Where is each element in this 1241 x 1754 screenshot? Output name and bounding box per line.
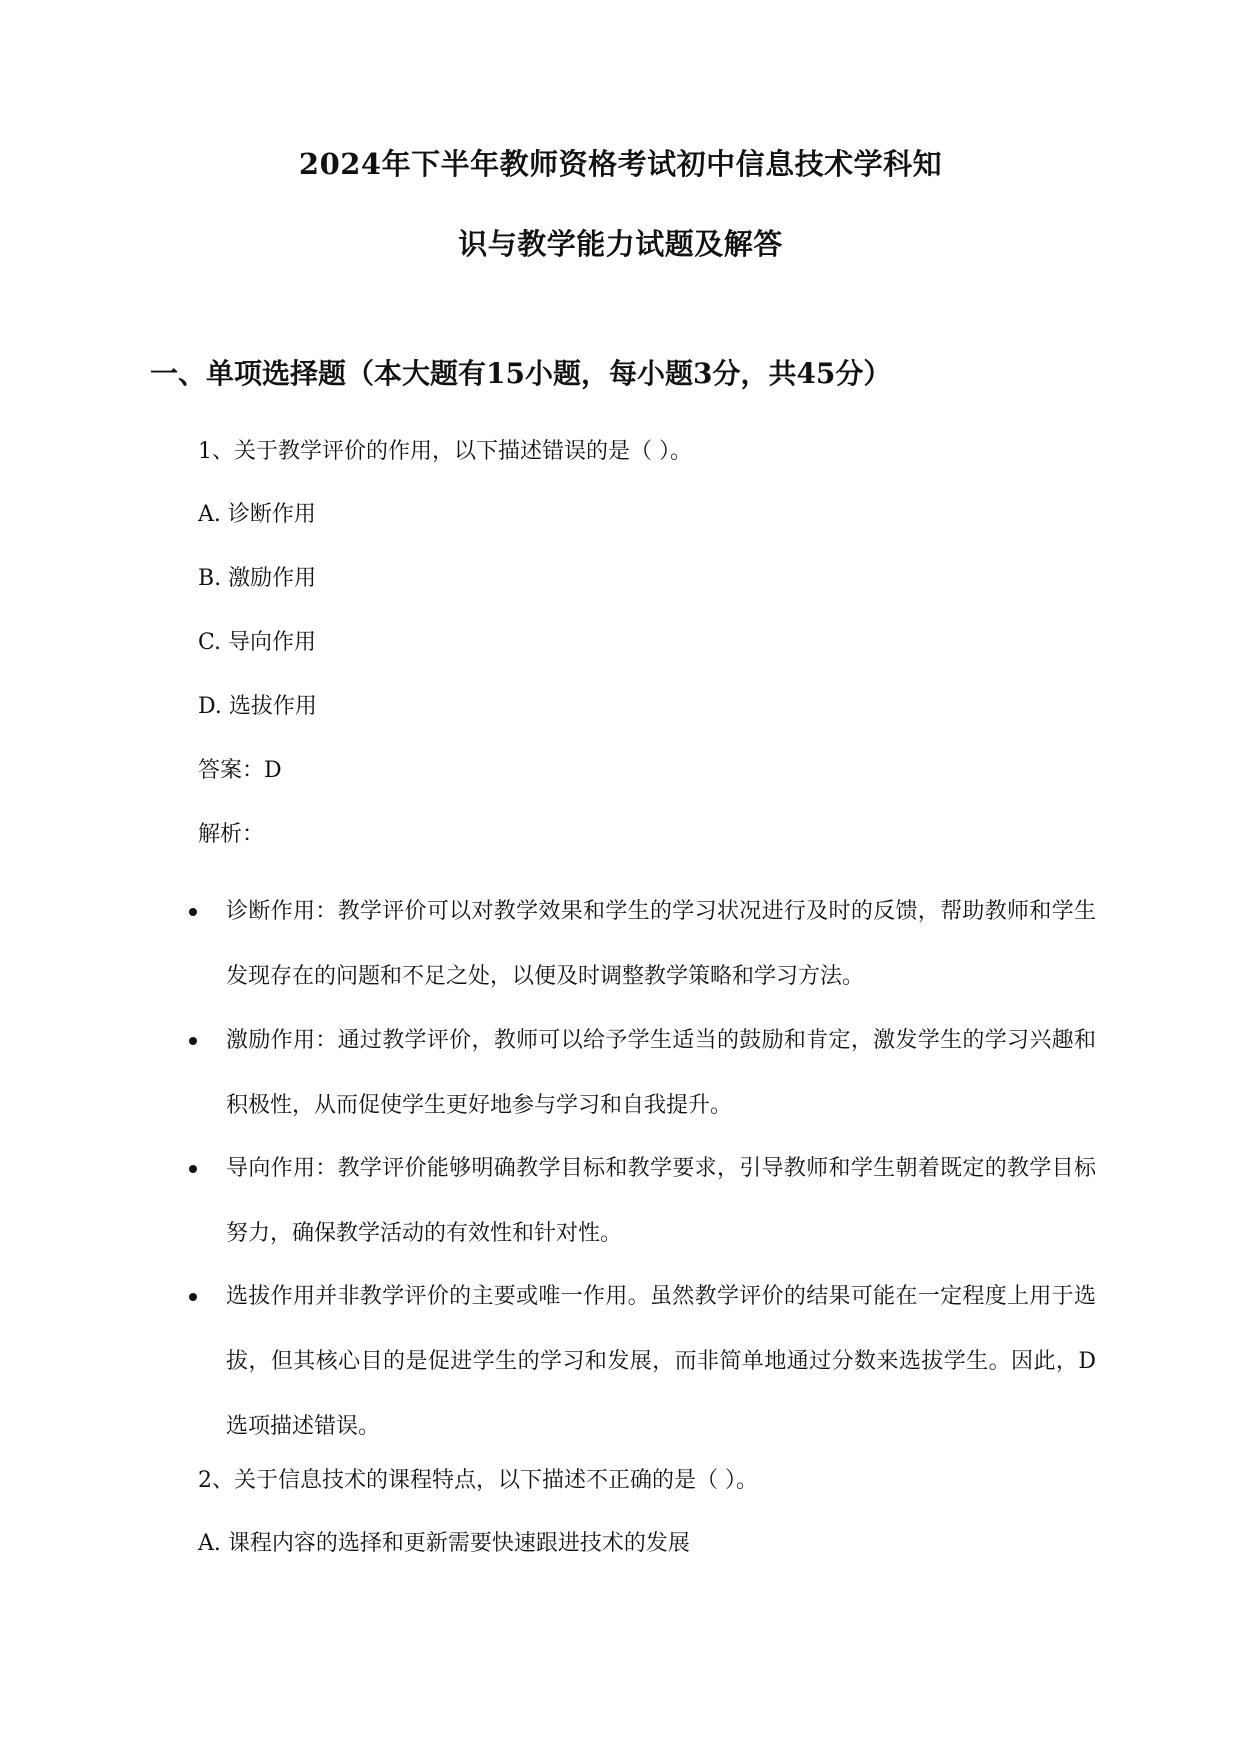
bullet-point-icon	[189, 908, 197, 916]
question-1-analysis-label: 解析：	[198, 822, 265, 847]
question-1-answer: 答案：D	[198, 758, 282, 783]
question-1-option-d: D. 选拔作用	[198, 694, 317, 719]
question-1-stem: 1、关于教学评价的作用，以下描述错误的是（ ）。	[198, 439, 692, 464]
analysis-point-motivation: 激励作用：通过教学评价，教师可以给予学生适当的鼓励和肯定，激发学生的学习兴趣和积极性，从而促使学生更好地参与学习和自我提升。	[226, 1028, 1096, 1118]
question-2-stem: 2、关于信息技术的课程特点，以下描述不正确的是（ ）。	[198, 1468, 758, 1493]
section-heading: 一、单项选择题（本大题有15小题，每小题3分，共45分）	[150, 357, 892, 390]
bullet-point-icon	[189, 1165, 197, 1173]
question-1-option-b: B. 激励作用	[198, 566, 317, 591]
analysis-point-diagnosis: 诊断作用：教学评价可以对教学效果和学生的学习状况进行及时的反馈，帮助教师和学生发现存在的问题和不足之处，以便及时调整教学策略和学习方法。	[226, 899, 1096, 989]
question-1-option-a: A. 诊断作用	[198, 502, 316, 527]
analysis-point-selection: 选拔作用并非教学评价的主要或唯一作用。虽然教学评价的结果可能在一定程度上用于选拔，但其核心目的是促进学生的学习和发展，而非简单地通过分数来选拔学生。因此，D选项描述错误。	[226, 1284, 1096, 1439]
document-title-line-2: 识与教学能力试题及解答	[458, 227, 783, 261]
analysis-point-guidance: 导向作用：教学评价能够明确教学目标和教学要求，引导教师和学生朝着既定的教学目标努力，确保教学活动的有效性和针对性。	[226, 1156, 1096, 1246]
document-title-line-1: 2024年下半年教师资格考试初中信息技术学科知	[298, 147, 943, 181]
bullet-point-icon	[189, 1037, 197, 1045]
bullet-point-icon	[189, 1293, 197, 1301]
question-2-option-a: A. 课程内容的选择和更新需要快速跟进技术的发展	[198, 1531, 690, 1556]
question-1-option-c: C. 导向作用	[198, 630, 317, 655]
